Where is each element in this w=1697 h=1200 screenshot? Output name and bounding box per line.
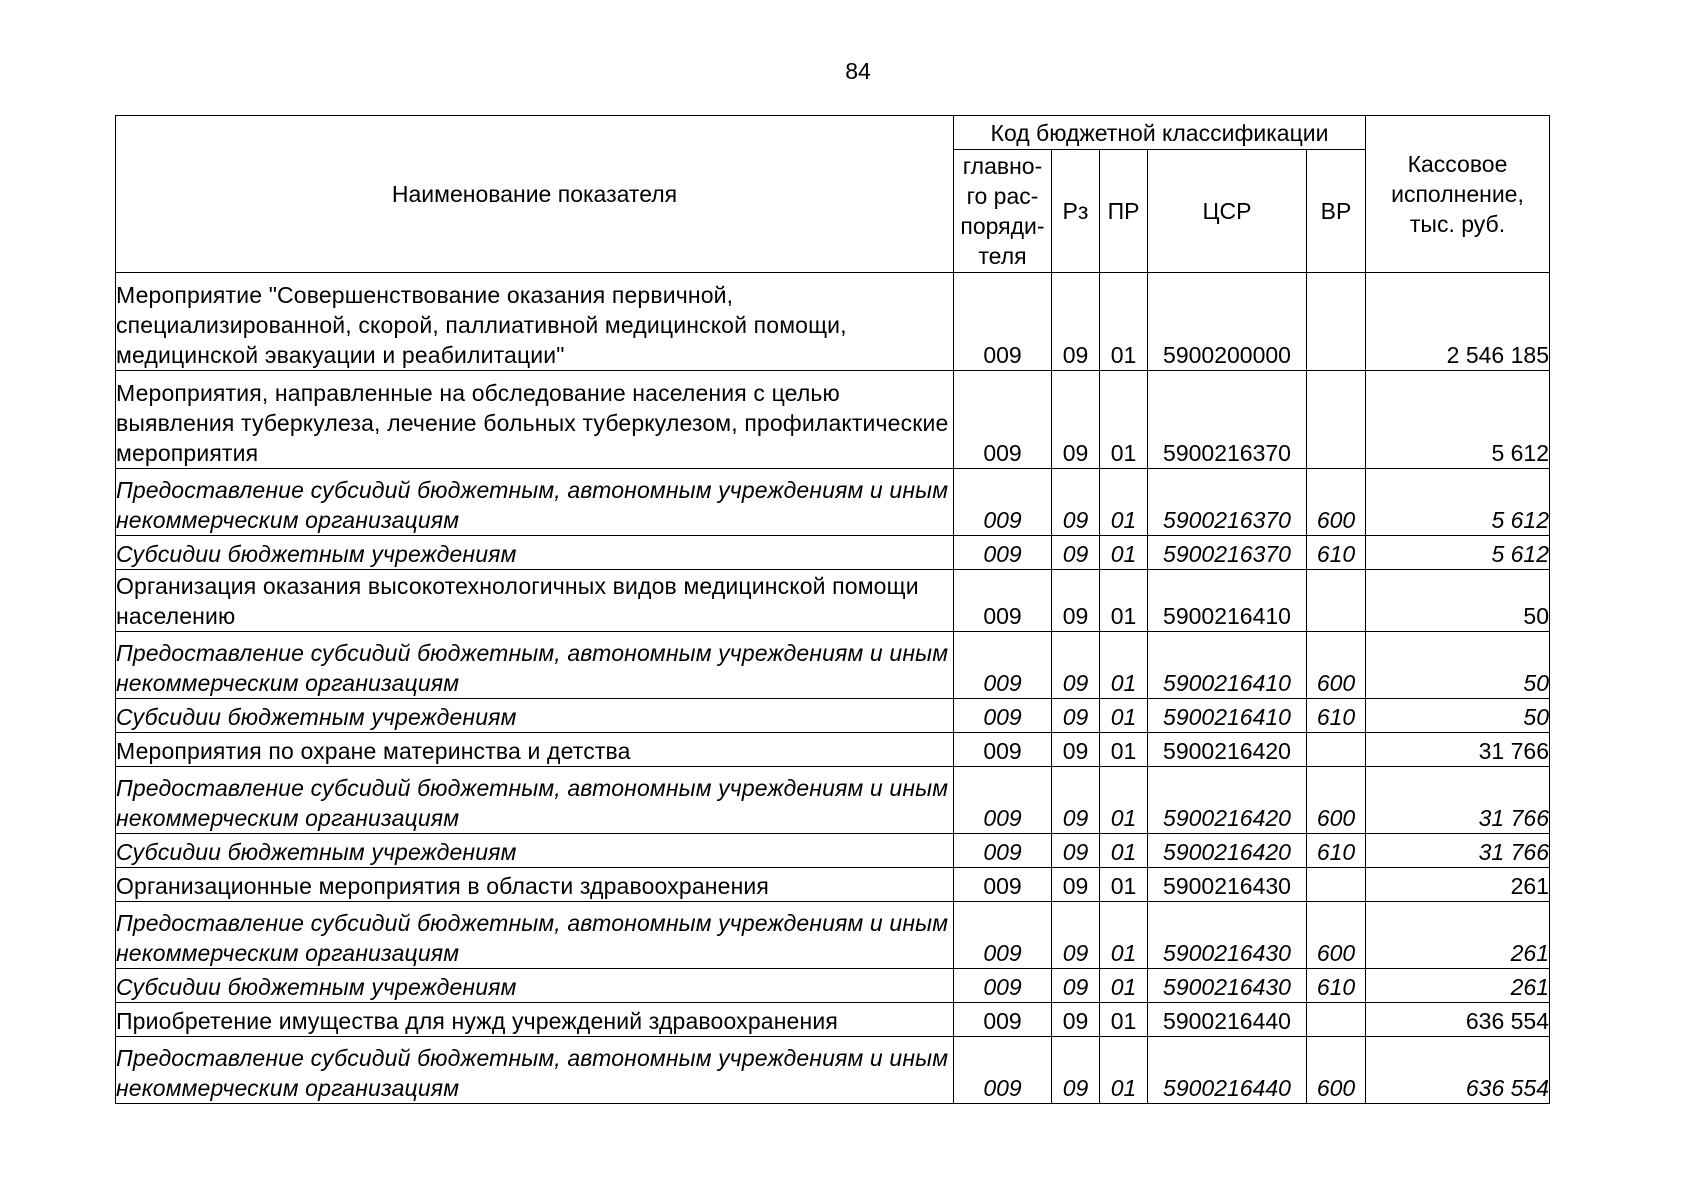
header-classification: Код бюджетной классификации (954, 116, 1366, 150)
row-rz: 09 (1052, 1037, 1100, 1104)
header-amount-text: Кассовое исполнение, тыс. руб. (1391, 151, 1524, 237)
row-grbs: 009 (954, 570, 1052, 632)
header-rz: Рз (1052, 150, 1100, 273)
row-name: Предоставление субсидий бюджетным, автономным учреждениям и иным некоммерческим организациям (116, 632, 954, 699)
header-grbs-text: главно-го рас-поряди-теля (960, 153, 1045, 269)
row-pr: 01 (1100, 273, 1148, 371)
page-number: 84 (845, 58, 871, 84)
table-row (116, 868, 1550, 902)
row-amount: 31 766 (1366, 834, 1550, 868)
row-csr: 5900216420 (1148, 767, 1307, 834)
row-name: Субсидии бюджетным учреждениям (116, 699, 954, 733)
row-csr: 5900216430 (1148, 868, 1307, 902)
header-grbs (954, 150, 1052, 273)
row-vr: 600 (1307, 767, 1366, 834)
table-header (116, 116, 1550, 273)
row-vr (1307, 570, 1366, 632)
row-rz: 09 (1052, 371, 1100, 469)
table-row (116, 469, 1550, 536)
row-csr: 5900216410 (1148, 632, 1307, 699)
row-rz: 09 (1052, 902, 1100, 969)
row-grbs: 009 (954, 969, 1052, 1003)
row-vr (1307, 273, 1366, 371)
row-pr: 01 (1100, 834, 1148, 868)
row-grbs: 009 (954, 469, 1052, 536)
row-name: Мероприятие "Совершенствование оказания первичной, специализированной, скорой, паллиативной медицинской помощи, медицинской эвакуации и реабилитации" (116, 273, 954, 371)
row-csr: 5900216420 (1148, 834, 1307, 868)
row-grbs: 009 (954, 834, 1052, 868)
row-rz: 09 (1052, 834, 1100, 868)
row-csr: 5900216430 (1148, 969, 1307, 1003)
row-pr: 01 (1100, 868, 1148, 902)
row-grbs: 009 (954, 632, 1052, 699)
row-amount: 636 554 (1366, 1003, 1550, 1037)
row-amount: 261 (1366, 902, 1550, 969)
row-csr: 5900216370 (1148, 469, 1307, 536)
row-grbs: 009 (954, 536, 1052, 570)
row-rz: 09 (1052, 767, 1100, 834)
row-amount: 5 612 (1366, 536, 1550, 570)
row-pr: 01 (1100, 733, 1148, 767)
row-amount: 50 (1366, 570, 1550, 632)
row-pr: 01 (1100, 699, 1148, 733)
row-pr: 01 (1100, 902, 1148, 969)
row-grbs: 009 (954, 868, 1052, 902)
row-amount: 31 766 (1366, 733, 1550, 767)
row-pr: 01 (1100, 570, 1148, 632)
row-rz: 09 (1052, 969, 1100, 1003)
row-vr: 610 (1307, 969, 1366, 1003)
row-csr: 5900216370 (1148, 536, 1307, 570)
row-rz: 09 (1052, 699, 1100, 733)
header-vr: ВР (1307, 150, 1366, 273)
row-amount: 5 612 (1366, 371, 1550, 469)
row-name: Предоставление субсидий бюджетным, автономным учреждениям и иным некоммерческим организациям (116, 767, 954, 834)
row-pr: 01 (1100, 371, 1148, 469)
table-row (116, 371, 1550, 469)
table-row (116, 733, 1550, 767)
table-row (116, 767, 1550, 834)
row-rz: 09 (1052, 868, 1100, 902)
row-grbs: 009 (954, 767, 1052, 834)
row-csr: 5900216420 (1148, 733, 1307, 767)
row-rz: 09 (1052, 570, 1100, 632)
row-pr: 01 (1100, 1003, 1148, 1037)
row-grbs: 009 (954, 371, 1052, 469)
header-name: Наименование показателя (116, 116, 954, 273)
row-csr: 5900216440 (1148, 1037, 1307, 1104)
table-row (116, 632, 1550, 699)
row-rz: 09 (1052, 733, 1100, 767)
budget-table (115, 115, 1550, 1104)
row-rz: 09 (1052, 632, 1100, 699)
row-grbs: 009 (954, 273, 1052, 371)
row-name: Предоставление субсидий бюджетным, автономным учреждениям и иным некоммерческим организациям (116, 1037, 954, 1104)
row-csr: 5900216410 (1148, 570, 1307, 632)
table-row (116, 699, 1550, 733)
row-vr: 600 (1307, 902, 1366, 969)
row-name: Организационные мероприятия в области здравоохранения (116, 868, 954, 902)
row-grbs: 009 (954, 699, 1052, 733)
row-pr: 01 (1100, 969, 1148, 1003)
row-rz: 09 (1052, 469, 1100, 536)
row-vr (1307, 371, 1366, 469)
row-amount: 261 (1366, 868, 1550, 902)
table-row (116, 1037, 1550, 1104)
row-amount: 261 (1366, 969, 1550, 1003)
row-name: Приобретение имущества для нужд учреждений здравоохранения (116, 1003, 954, 1037)
row-rz: 09 (1052, 273, 1100, 371)
row-grbs: 009 (954, 1003, 1052, 1037)
table-row (116, 969, 1550, 1003)
row-pr: 01 (1100, 767, 1148, 834)
row-csr: 5900216430 (1148, 902, 1307, 969)
row-csr: 5900200000 (1148, 273, 1307, 371)
row-grbs: 009 (954, 902, 1052, 969)
row-pr: 01 (1100, 632, 1148, 699)
row-name: Организация оказания высокотехнологичных видов медицинской помощи населению (116, 570, 954, 632)
row-vr: 600 (1307, 469, 1366, 536)
row-amount: 5 612 (1366, 469, 1550, 536)
table-row (116, 834, 1550, 868)
row-amount: 31 766 (1366, 767, 1550, 834)
row-grbs: 009 (954, 733, 1052, 767)
row-vr: 610 (1307, 834, 1366, 868)
row-vr (1307, 733, 1366, 767)
row-name: Субсидии бюджетным учреждениям (116, 536, 954, 570)
row-name: Субсидии бюджетным учреждениям (116, 834, 954, 868)
row-amount: 50 (1366, 699, 1550, 733)
table-row (116, 1003, 1550, 1037)
row-name: Мероприятия, направленные на обследование населения с целью выявления туберкулеза, лечение больных туберкулезом, профилактические мероприятия (116, 371, 954, 469)
table-row (116, 273, 1550, 371)
row-csr: 5900216370 (1148, 371, 1307, 469)
row-grbs: 009 (954, 1037, 1052, 1104)
row-csr: 5900216440 (1148, 1003, 1307, 1037)
table-body (116, 273, 1550, 1104)
row-vr (1307, 868, 1366, 902)
header-csr: ЦСР (1148, 150, 1307, 273)
row-pr: 01 (1100, 536, 1148, 570)
row-name: Предоставление субсидий бюджетным, автономным учреждениям и иным некоммерческим организациям (116, 469, 954, 536)
row-rz: 09 (1052, 1003, 1100, 1037)
row-vr: 600 (1307, 632, 1366, 699)
row-vr (1307, 1003, 1366, 1037)
row-name: Предоставление субсидий бюджетным, автономным учреждениям и иным некоммерческим организациям (116, 902, 954, 969)
header-amount (1366, 116, 1550, 273)
row-vr: 610 (1307, 536, 1366, 570)
table-row (116, 570, 1550, 632)
row-name: Субсидии бюджетным учреждениям (116, 969, 954, 1003)
row-rz: 09 (1052, 536, 1100, 570)
row-pr: 01 (1100, 1037, 1148, 1104)
row-amount: 2 546 185 (1366, 273, 1550, 371)
row-vr: 610 (1307, 699, 1366, 733)
table-row (116, 902, 1550, 969)
row-name: Мероприятия по охране материнства и детства (116, 733, 954, 767)
row-csr: 5900216410 (1148, 699, 1307, 733)
row-amount: 636 554 (1366, 1037, 1550, 1104)
table-row (116, 536, 1550, 570)
header-pr: ПР (1100, 150, 1148, 273)
row-amount: 50 (1366, 632, 1550, 699)
row-pr: 01 (1100, 469, 1148, 536)
row-vr: 600 (1307, 1037, 1366, 1104)
